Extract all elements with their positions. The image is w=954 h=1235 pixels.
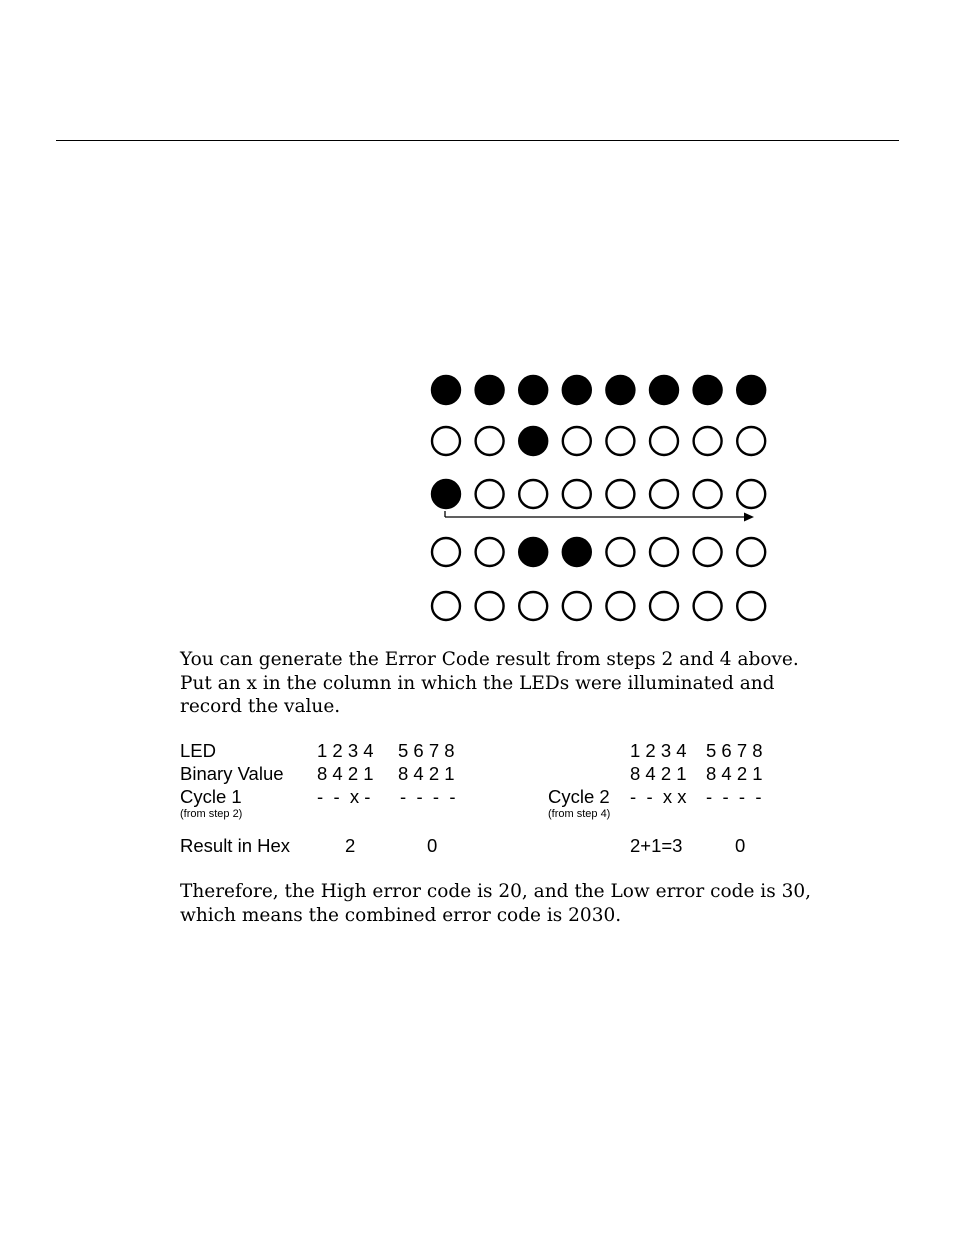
cycle1-hex-high: 2 xyxy=(345,835,356,856)
led-off-icon xyxy=(563,427,591,455)
led-diagram xyxy=(420,365,780,630)
led-off-icon xyxy=(432,538,460,566)
cycle1-note: (from step 2) xyxy=(180,808,243,820)
led-off-icon xyxy=(737,427,765,455)
led-on-icon xyxy=(650,376,678,404)
led-on-icon xyxy=(519,538,547,566)
led-on-icon xyxy=(519,427,547,455)
led-off-icon xyxy=(650,592,678,620)
header-rule xyxy=(56,140,899,141)
led-off-icon xyxy=(694,427,722,455)
led-off-icon xyxy=(476,592,504,620)
led-on-icon xyxy=(737,376,765,404)
conclusion-paragraph xyxy=(180,880,811,927)
led-off-icon xyxy=(476,480,504,508)
led-columns-5-8: 5 6 7 8 xyxy=(398,740,455,761)
led-on-icon xyxy=(432,480,460,508)
led-off-icon xyxy=(737,592,765,620)
led-off-icon xyxy=(606,480,634,508)
led-off-icon xyxy=(519,592,547,620)
cycle1-marks-1-4: - - x - xyxy=(317,786,371,807)
intro-line: You can generate the Error Code result from steps 2 and 4 above. xyxy=(180,649,799,670)
led-off-icon xyxy=(606,538,634,566)
scan-direction-arrow xyxy=(445,511,754,522)
conclusion-line: which means the combined error code is 2030. xyxy=(180,904,622,926)
led-on-icon xyxy=(563,538,591,566)
led-on-icon xyxy=(476,376,504,404)
led-off-icon xyxy=(650,427,678,455)
led-on-icon xyxy=(563,376,591,404)
cycle2-marks-1-4: - - x x xyxy=(630,786,687,807)
led-on-icon xyxy=(694,376,722,404)
cycle1-marks-5-8: - - - - xyxy=(400,786,456,807)
led-off-icon xyxy=(694,480,722,508)
cycle2-label: Cycle 2 xyxy=(548,786,610,807)
binary-values-5-8: 8 4 2 1 xyxy=(398,763,455,784)
led-columns-5-8-cycle2: 5 6 7 8 xyxy=(706,740,763,761)
intro-paragraph xyxy=(180,648,799,719)
conclusion-line: Therefore, the High error code is 20, and the Low error code is 30, xyxy=(180,881,812,902)
intro-line: record the value. xyxy=(180,696,341,717)
led-row-label: LED xyxy=(180,740,216,761)
cycle2-hex-high: 2+1=3 xyxy=(630,835,683,856)
led-off-icon xyxy=(476,427,504,455)
binary-values-1-4: 8 4 2 1 xyxy=(317,763,374,784)
cycle1-label: Cycle 1 xyxy=(180,786,242,807)
led-on-icon xyxy=(432,376,460,404)
led-off-icon xyxy=(563,480,591,508)
led-columns-1-4: 1 2 3 4 xyxy=(317,740,374,761)
binary-values-1-4-cycle2: 8 4 2 1 xyxy=(630,763,687,784)
led-on-icon xyxy=(519,376,547,404)
cycle2-marks-5-8: - - - - xyxy=(706,786,762,807)
result-row-label: Result in Hex xyxy=(180,835,291,856)
led-off-icon xyxy=(519,480,547,508)
led-off-icon xyxy=(650,538,678,566)
led-off-icon xyxy=(694,592,722,620)
led-off-icon xyxy=(432,592,460,620)
cycle2-hex-low: 0 xyxy=(735,835,746,856)
led-off-icon xyxy=(694,538,722,566)
led-off-icon xyxy=(650,480,678,508)
led-off-icon xyxy=(606,427,634,455)
intro-line: Put an x in the column in which the LEDs were illuminated and xyxy=(180,672,775,694)
binary-values-5-8-cycle2: 8 4 2 1 xyxy=(706,763,763,784)
binary-row-label: Binary Value xyxy=(180,763,284,784)
led-off-icon xyxy=(737,538,765,566)
led-off-icon xyxy=(476,538,504,566)
led-on-icon xyxy=(606,376,634,404)
led-off-icon xyxy=(432,427,460,455)
led-off-icon xyxy=(606,592,634,620)
led-off-icon xyxy=(563,592,591,620)
led-columns-1-4-cycle2: 1 2 3 4 xyxy=(630,740,687,761)
led-off-icon xyxy=(737,480,765,508)
cycle1-hex-low: 0 xyxy=(427,835,438,856)
cycle2-note: (from step 4) xyxy=(548,808,611,820)
